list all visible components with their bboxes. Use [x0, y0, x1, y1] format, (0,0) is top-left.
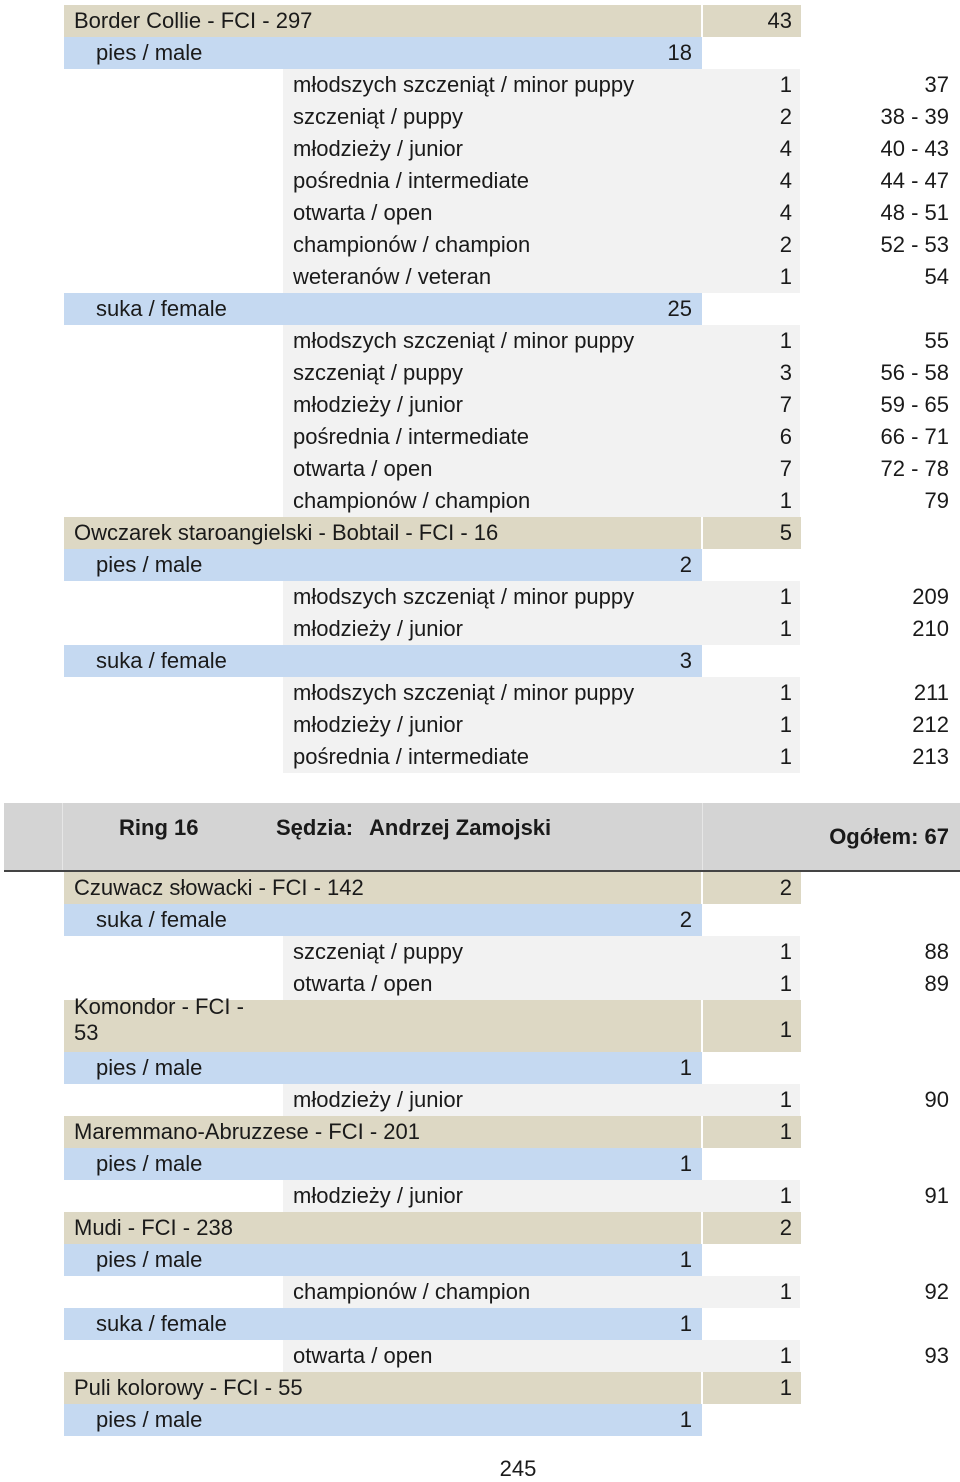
sex-label: pies / male — [96, 1247, 203, 1272]
class-name: młodzieży / junior — [293, 1183, 463, 1208]
breed-count: 1 — [779, 1017, 792, 1042]
sex-label: suka / female — [96, 1311, 227, 1336]
class-row — [0, 677, 960, 709]
sex-label: pies / male — [96, 1407, 203, 1432]
class-name: szczeniąt / puppy — [293, 104, 463, 129]
breed-name: Owczarek staroangielski - Bobtail - FCI - 16 — [74, 520, 499, 545]
class-row — [0, 741, 960, 773]
class-count: 2 — [779, 232, 792, 257]
header-divider — [62, 803, 63, 870]
breed-row — [0, 1212, 960, 1244]
class-name: weteranów / veteran — [293, 264, 492, 289]
catalog-numbers: 40 - 43 — [880, 136, 949, 161]
class-count: 1 — [779, 488, 792, 513]
class-count: 1 — [779, 1343, 792, 1368]
class-row — [0, 165, 960, 197]
class-name: szczeniąt / puppy — [293, 939, 463, 964]
catalog-numbers: 88 — [924, 939, 949, 964]
catalog-numbers: 59 - 65 — [880, 392, 949, 417]
class-row — [0, 709, 960, 741]
breed-count: 1 — [779, 1119, 792, 1144]
sex-label: pies / male — [96, 40, 203, 65]
catalog-numbers: 90 — [924, 1087, 949, 1112]
class-name: otwarta / open — [293, 971, 433, 996]
sex-label: pies / male — [96, 1151, 203, 1176]
class-row — [0, 357, 960, 389]
catalog-numbers: 72 - 78 — [880, 456, 949, 481]
catalog-numbers: 66 - 71 — [880, 424, 949, 449]
class-count: 6 — [779, 424, 792, 449]
page-number: 245 — [499, 1456, 537, 1481]
catalog-numbers: 92 — [924, 1279, 949, 1304]
sex-count: 25 — [667, 296, 692, 321]
class-name: młodszych szczeniąt / minor puppy — [293, 72, 635, 97]
class-count: 1 — [779, 680, 792, 705]
breed-name: 53 — [74, 1020, 99, 1045]
class-row — [0, 613, 960, 645]
catalog-numbers: 44 - 47 — [880, 168, 949, 193]
sex-count: 18 — [667, 40, 692, 65]
sex-label: suka / female — [96, 648, 227, 673]
class-count: 1 — [779, 584, 792, 609]
catalog-numbers: 210 — [912, 616, 949, 641]
class-name: otwarta / open — [293, 200, 433, 225]
breed-row — [0, 1372, 960, 1404]
class-row — [0, 229, 960, 261]
header-divider — [702, 803, 703, 870]
class-name: młodszych szczeniąt / minor puppy — [293, 680, 635, 705]
breed-name: Border Collie - FCI - 297 — [74, 8, 313, 33]
class-name: młodzieży / junior — [293, 1087, 463, 1112]
catalog-numbers: 211 — [913, 680, 949, 705]
ring-header — [4, 803, 960, 872]
class-row — [0, 936, 960, 968]
breed-count: 5 — [779, 520, 792, 545]
sex-row — [0, 549, 960, 581]
class-row — [0, 1084, 960, 1116]
class-name: młodzieży / junior — [293, 616, 463, 641]
sex-count: 3 — [679, 648, 692, 673]
sex-label: suka / female — [96, 907, 227, 932]
class-row — [0, 485, 960, 517]
sex-row — [0, 1244, 960, 1276]
catalog-numbers: 213 — [912, 744, 949, 769]
class-count: 1 — [779, 72, 792, 97]
breed-name: Puli kolorowy - FCI - 55 — [74, 1375, 303, 1400]
sex-row — [0, 1052, 960, 1084]
catalog-numbers: 79 — [924, 488, 949, 513]
class-name: młodzieży / junior — [293, 712, 463, 737]
sex-count: 1 — [679, 1247, 692, 1272]
catalog-numbers: 52 - 53 — [880, 232, 949, 257]
class-name: otwarta / open — [293, 1343, 433, 1368]
ring-label: Ring 16 — [119, 815, 199, 840]
judge-name: Andrzej Zamojski — [369, 815, 552, 840]
class-count: 2 — [779, 104, 792, 129]
sex-row — [0, 1404, 960, 1436]
sex-row — [0, 904, 960, 936]
class-count: 1 — [779, 971, 792, 996]
class-row — [0, 325, 960, 357]
class-name: młodszych szczeniąt / minor puppy — [293, 328, 635, 353]
breed-name: Maremmano-Abruzzese - FCI - 201 — [74, 1119, 420, 1144]
class-name: championów / champion — [293, 232, 531, 257]
sex-count: 1 — [679, 1055, 692, 1080]
catalog-numbers: 56 - 58 — [880, 360, 949, 385]
sex-count: 1 — [679, 1311, 692, 1336]
breed-row — [0, 517, 960, 549]
class-count: 1 — [779, 1183, 792, 1208]
class-name: szczeniąt / puppy — [293, 360, 463, 385]
class-count: 4 — [779, 168, 792, 193]
class-name: pośrednia / intermediate — [293, 168, 530, 193]
class-count: 1 — [779, 1087, 792, 1112]
class-count: 1 — [779, 712, 792, 737]
breed-count: 43 — [767, 8, 792, 33]
class-name: młodzieży / junior — [293, 136, 463, 161]
breed-count: 2 — [779, 1215, 792, 1240]
breed-name: Mudi - FCI - 238 — [74, 1215, 233, 1240]
sex-label: suka / female — [96, 296, 227, 321]
breed-row — [0, 5, 960, 37]
class-row — [0, 197, 960, 229]
class-count: 1 — [779, 1279, 792, 1304]
class-count: 3 — [779, 360, 792, 385]
breed-name: Czuwacz słowacki - FCI - 142 — [74, 875, 364, 900]
sex-count: 2 — [679, 552, 692, 577]
class-row — [0, 1180, 960, 1212]
catalog-numbers: 38 - 39 — [880, 104, 949, 129]
catalog-numbers: 37 — [924, 72, 949, 97]
class-row — [0, 101, 960, 133]
class-count: 4 — [779, 200, 792, 225]
class-row — [0, 1340, 960, 1372]
class-count: 1 — [779, 744, 792, 769]
judge-label: Sędzia: — [276, 815, 354, 840]
breed-name: Komondor - FCI - — [74, 994, 244, 1019]
sex-row — [0, 1148, 960, 1180]
breed-row — [0, 872, 960, 904]
class-row — [0, 69, 960, 101]
breed-row — [0, 1116, 960, 1148]
class-count: 1 — [779, 264, 792, 289]
sex-count: 2 — [679, 907, 692, 932]
class-row — [0, 261, 960, 293]
breed-count: 1 — [779, 1375, 792, 1400]
class-count: 1 — [779, 328, 792, 353]
class-name: młodszych szczeniąt / minor puppy — [293, 584, 635, 609]
class-name: młodzieży / junior — [293, 392, 463, 417]
sex-row — [0, 37, 960, 69]
class-row — [0, 453, 960, 485]
class-name: championów / champion — [293, 1279, 531, 1304]
class-row — [0, 581, 960, 613]
class-row — [0, 421, 960, 453]
sex-label: pies / male — [96, 552, 203, 577]
class-count: 1 — [779, 939, 792, 964]
catalog-numbers: 54 — [924, 264, 949, 289]
class-name: pośrednia / intermediate — [293, 744, 530, 769]
catalog-numbers: 89 — [924, 971, 949, 996]
catalog-numbers: 48 - 51 — [880, 200, 949, 225]
catalog-numbers: 209 — [912, 584, 949, 609]
breed-row — [0, 994, 960, 1052]
class-count: 1 — [779, 616, 792, 641]
class-name: pośrednia / intermediate — [293, 424, 530, 449]
class-row — [0, 1276, 960, 1308]
sex-label: pies / male — [96, 1055, 203, 1080]
sex-count: 1 — [679, 1407, 692, 1432]
catalog-numbers: 93 — [924, 1343, 949, 1368]
class-count: 7 — [779, 392, 792, 417]
class-count: 7 — [779, 456, 792, 481]
class-name: otwarta / open — [293, 456, 433, 481]
ring-total: Ogółem: 67 — [829, 824, 949, 849]
sex-row — [0, 1308, 960, 1340]
sex-row — [0, 645, 960, 677]
class-count: 4 — [779, 136, 792, 161]
catalog-numbers: 212 — [912, 712, 949, 737]
class-row — [0, 133, 960, 165]
catalog-numbers: 55 — [924, 328, 949, 353]
sex-row — [0, 293, 960, 325]
class-row — [0, 389, 960, 421]
breed-count: 2 — [779, 875, 792, 900]
class-name: championów / champion — [293, 488, 531, 513]
catalog-numbers: 91 — [924, 1183, 949, 1208]
sex-count: 1 — [679, 1151, 692, 1176]
